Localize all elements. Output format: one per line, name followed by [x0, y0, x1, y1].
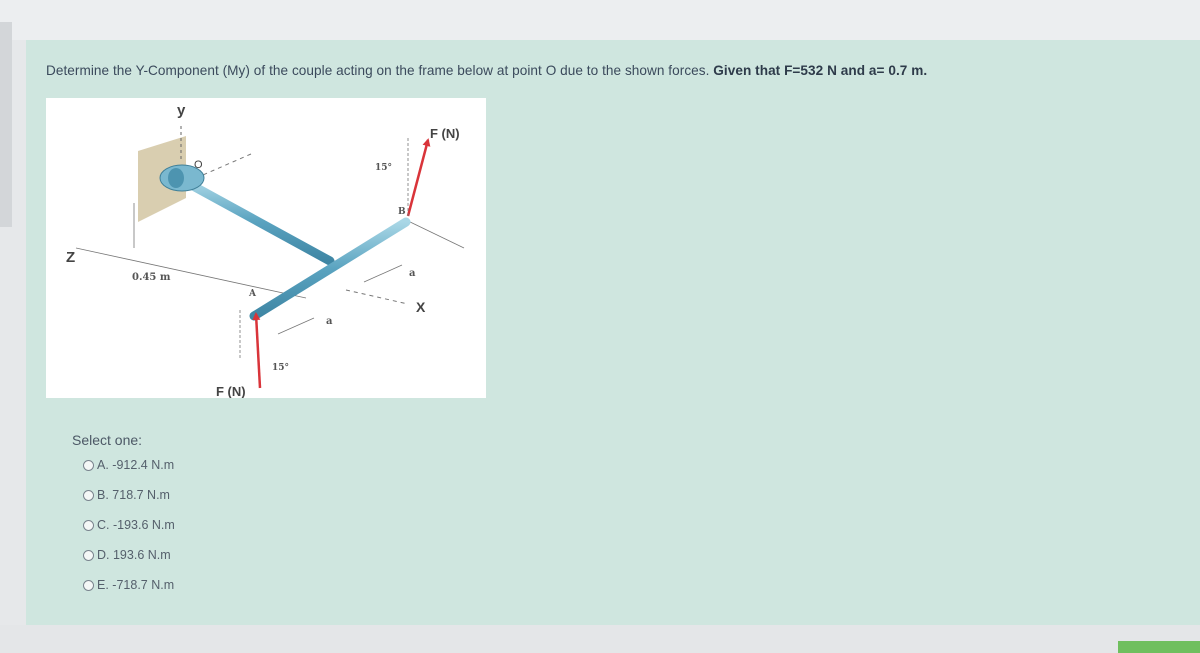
frame-diagram [46, 98, 486, 398]
option-d-letter: D. [97, 548, 110, 562]
question-text [46, 63, 1186, 78]
force-arrow-top [408, 140, 428, 216]
next-button[interactable] [1118, 641, 1200, 653]
option-b[interactable] [83, 486, 170, 504]
top-band [0, 0, 1200, 40]
select-one-label: Select one: [72, 432, 143, 448]
option-d[interactable] [83, 546, 171, 564]
option-a-letter: A. [97, 458, 109, 472]
force-top-label: F (N) [430, 126, 460, 141]
option-b-text: 718.7 N.m [112, 488, 170, 502]
force-bottom-label: F (N) [216, 384, 246, 398]
question-given: Given that F=532 N and a= 0.7 m. [713, 63, 928, 78]
radio-button-icon[interactable] [83, 580, 94, 591]
dim-line-a-right [406, 220, 464, 248]
dim-a-right-label: a [409, 268, 416, 279]
frame-figure [46, 98, 486, 398]
option-c-text: -193.6 N.m [112, 518, 175, 532]
left-edge-tab [0, 22, 12, 227]
rod-main [184, 181, 330, 261]
point-o-label: O [194, 159, 203, 171]
option-a-text: -912.4 N.m [112, 458, 175, 472]
dim-045-label: 0.45 m [132, 272, 171, 283]
option-e-text: -718.7 N.m [112, 578, 175, 592]
force-arrow-bottom [256, 314, 260, 388]
radio-button-icon[interactable] [83, 550, 94, 561]
option-e-letter: E. [97, 578, 109, 592]
x-axis-dash-lower [346, 290, 408, 304]
support-o-face [168, 168, 184, 188]
option-b-letter: B. [97, 488, 109, 502]
point-b-label: B [398, 207, 406, 217]
angle-top-label: 15° [375, 163, 393, 173]
bottom-band [0, 625, 1200, 653]
option-d-text: 193.6 N.m [112, 548, 171, 562]
point-a-label: A [249, 289, 256, 299]
axis-x-label: X [416, 299, 426, 315]
option-a[interactable] [83, 456, 174, 474]
dim-a-center-label: a [326, 316, 333, 327]
dim-line-a-center [278, 318, 314, 334]
question-body: Determine the Y-Component (My) of the couple acting on the frame below at point O due to the shown forces. [46, 63, 714, 78]
option-c-letter: C. [97, 518, 110, 532]
axis-z-label: Z [66, 249, 76, 266]
radio-button-icon[interactable] [83, 460, 94, 471]
z-ground-line [76, 248, 306, 298]
option-e[interactable] [83, 576, 174, 594]
x-axis-dash [196, 154, 251, 178]
angle-bottom-label: 15° [272, 363, 290, 373]
option-c[interactable] [83, 516, 175, 534]
radio-button-icon[interactable] [83, 490, 94, 501]
dim-line-a-upper [364, 265, 402, 282]
axis-y-label: y [177, 102, 186, 119]
radio-button-icon[interactable] [83, 520, 94, 531]
